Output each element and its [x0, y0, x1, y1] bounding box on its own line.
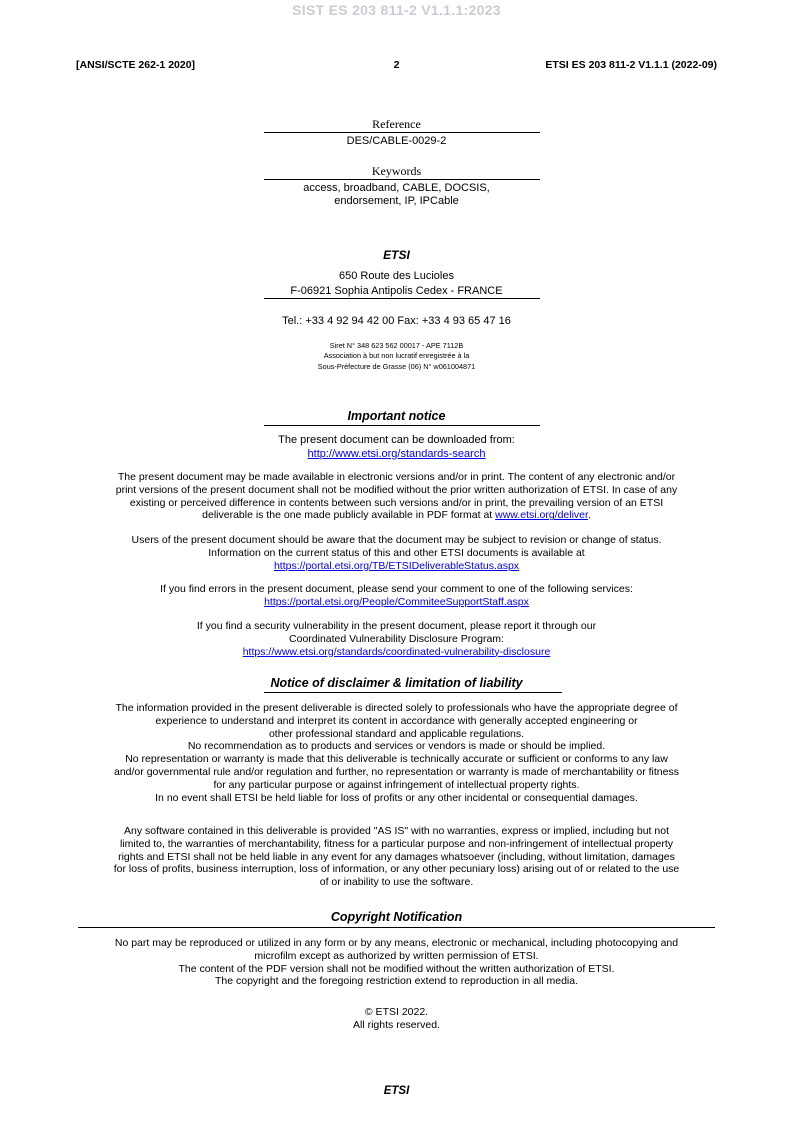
etsi-address1: 650 Route des Lucioles: [339, 270, 454, 282]
important-notice-title: Important notice: [347, 409, 446, 423]
important-rule: [264, 425, 540, 426]
copyright-notice: © ETSI 2022. All rights reserved.: [353, 1006, 440, 1031]
keywords-line1: access, broadband, CABLE, DOCSIS,: [303, 182, 490, 194]
page-number: 2: [393, 59, 400, 71]
etsi-phone: Tel.: +33 4 92 94 42 00 Fax: +33 4 93 65 47 16: [282, 315, 511, 327]
copyright-para: No part may be reproduced or utilized in any form or by any means, electronic or mechanical, including photocopying and microfilm except as authorized by written permission of ETSI. The content of the PDF version shall not be modified without the written authorization of ETSI. The copyright and the foregoing restriction extend to reproduction in all media.: [114, 937, 679, 988]
important-para4: If you find a security vulnerability in the present document, please report it through our Coordinated Vulnerability Disclosure Program: https://www.etsi.org/standards/coordinated-vulnerability-disclosure: [196, 620, 597, 658]
download-text: The present document can be downloaded from:: [278, 434, 515, 446]
keywords-label: Keywords: [371, 164, 422, 178]
status-link[interactable]: https://portal.etsi.org/TB/ETSIDeliverableStatus.aspx: [273, 559, 520, 572]
disclaimer-para2: Any software contained in this deliverable is provided "AS IS" with no warranties, express or implied, including but not limited to, the warranties of merchantability, fitness for a particular purpose and non-infringement of intellectual property rights and ETSI shall not be held liable in any event for any damages whatsoever (including, without limitation, damages for loss of profits, business interruption, loss of information, or any other pecuniary loss) arising out of or related to the use of or inability to use the software.: [113, 825, 680, 889]
reference-label: Reference: [372, 117, 421, 131]
keywords-rule: [264, 179, 540, 180]
disclaimer-rule: [264, 692, 562, 693]
disclaimer-title: Notice of disclaimer & limitation of liability: [270, 676, 523, 690]
vulnerability-link[interactable]: https://www.etsi.org/standards/coordinated-vulnerability-disclosure: [242, 645, 551, 658]
important-para2: Users of the present document should be aware that the document may be subject to revision or change of status. Information on the current status of this and other ETSI documents is available at https://portal.etsi.org/TB/ETSIDeliverableStatus.aspx: [131, 534, 662, 572]
etsi-address2: F-06921 Sophia Antipolis Cedex - FRANCE: [290, 285, 503, 297]
reference-rule: [264, 132, 540, 133]
support-staff-link[interactable]: https://portal.etsi.org/People/CommiteeSupportStaff.aspx: [264, 595, 529, 608]
etsi-siret1: Siret N° 348 623 562 00017 - APE 7112B: [329, 341, 464, 350]
etsi-name: ETSI: [383, 248, 410, 262]
etsi-siret2: Association à but non lucratif enregistrée à la: [323, 351, 470, 360]
download-link[interactable]: http://www.etsi.org/standards-search: [307, 448, 486, 460]
etsi-siret3: Sous-Préfecture de Grasse (06) N° w061004871: [317, 362, 476, 371]
header-left: [ANSI/SCTE 262-1 2020]: [76, 59, 196, 71]
copyright-rule: [78, 927, 715, 928]
deliver-link[interactable]: www.etsi.org/deliver: [495, 509, 588, 522]
important-para1: The present document may be made available in electronic versions and/or in print. The content of any electronic and/or print versions of the present document shall not be modified without the prior written authorization of ETSI. In case of any existing or perceived difference in contents between such versions and/or in print, the prevailing version of an ETSI deliverable is the one made publicly available in PDF format at www.etsi.org/deliver.: [115, 471, 678, 522]
header-right: ETSI ES 203 811-2 V1.1.1 (2022-09): [545, 59, 717, 71]
address-rule: [264, 298, 540, 299]
reference-value: DES/CABLE-0029-2: [346, 135, 447, 147]
watermark: SIST ES 203 811-2 V1.1.1:2023: [292, 2, 501, 18]
important-para3: If you find errors in the present document, please send your comment to one of the following services: https://portal.etsi.org/People/CommiteeSupportStaff.aspx: [160, 583, 633, 608]
copyright-title: Copyright Notification: [330, 910, 463, 924]
disclaimer-para1: The information provided in the present deliverable is directed solely to professionals who have the appropriate degree of experience to understand and interpret its content in accordance with generally accepted engineering or other professional standard and applicable regulations. No recommendation as to products and services or vendors is made or should be implied. No representation or warranty is made that this deliverable is technically accurate or sufficient or conforms to any law and/or governmental rule and/or regulation and further, no representation or warranty is made of merchantability or fitness for any particular purpose or against infringement of intellectual property rights. In no event shall ETSI be held liable for loss of profits or any other incidental or consequential damages.: [114, 702, 679, 804]
footer-etsi: ETSI: [383, 1085, 410, 1097]
keywords-line2: endorsement, IP, IPCable: [334, 195, 459, 207]
